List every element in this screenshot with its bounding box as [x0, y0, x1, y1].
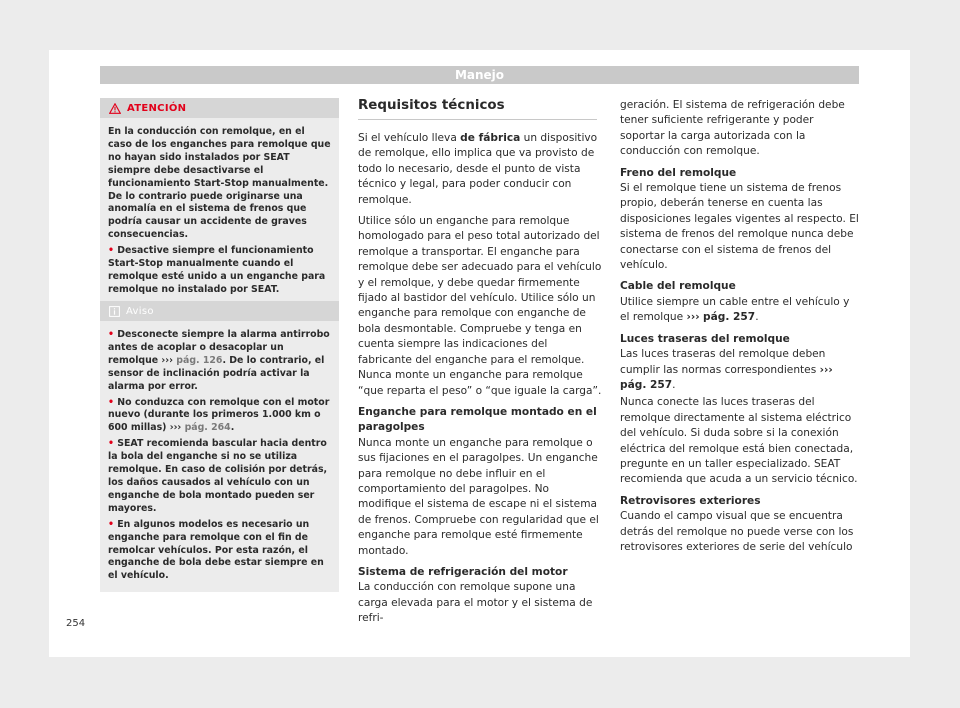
warning-box: [100, 98, 339, 309]
warning-triangle-icon: [109, 103, 121, 114]
arrow-ref-icon: ›››: [169, 422, 182, 434]
notice-item-4: [108, 519, 331, 584]
page-ref-link[interactable]: pág. 126: [176, 354, 223, 366]
paragraph-1-start: Si el vehículo lleva: [358, 132, 461, 144]
bullet-dot: •: [108, 329, 114, 340]
right-column: [620, 98, 860, 561]
subheading-lights: Luces traseras del remolque: [620, 332, 790, 345]
page-ref-link[interactable]: pág. 257: [620, 378, 673, 391]
notice-item-2: [108, 397, 331, 436]
page-header: [100, 66, 859, 84]
page-ref-link[interactable]: pág. 264: [184, 422, 231, 434]
paragraph-4: La conducción con remolque supone una carga elevada para el motor y el sistema de refri-: [358, 581, 593, 625]
notice-box-body: [100, 321, 339, 592]
paragraph-1-end: un dispositivo de remolque, ello implica que va provisto de todo lo necesario, desde el punto de vista técnico y legal, para poder conducir con remolque.: [358, 132, 598, 206]
notice-box: [100, 301, 339, 592]
bullet-dot: •: [108, 245, 114, 257]
notice-box-header: [100, 301, 339, 321]
warning-box-title: ATENCIÓN: [127, 102, 187, 114]
paragraph-8: Nunca conecte las luces traseras del remolque directamente al sistema eléctrico del vehículo. Si duda sobre si la conexión eléctrica del remolque está bien conectada, pregunte en un taller especializado. SEAT recomienda que acuda a un servicio técnico.: [620, 396, 858, 486]
middle-column-text: [358, 131, 602, 627]
right-column-text: [620, 98, 860, 555]
arrow-ref-icon: ›››: [819, 363, 833, 376]
subheading-brake: Freno del remolque: [620, 166, 737, 179]
notice-item-1-text-end: . De lo contrario, el sensor de inclinación podría activar la alarma por error.: [108, 354, 325, 392]
subheading-bumper: Enganche para remolque montado en el paragolpes: [358, 405, 597, 434]
paragraph-7-text: Las luces traseras del remolque deben cumplir las normas correspondientes: [620, 348, 826, 376]
notice-item-4-text: En algunos modelos es necesario un enganche para remolque con el fin de remolcar vehículos. Por esta razón, el enganche de bola debe estar siempre en el vehículo.: [108, 518, 324, 582]
paragraph-6: Utilice siempre un cable entre el vehículo y el remolque ››› pág. 257.: [620, 295, 850, 324]
page-number: 254: [66, 618, 86, 629]
paragraph-1-bold: de fábrica: [460, 132, 521, 144]
paragraph-3: Nunca monte un enganche para remolque o sus fijaciones en el paragolpes. Un enganche para remolque no debe influir en el comportamiento del paragolpes. No modifique el sistema de escape ni el sistema de frenos. Compruebe con regularidad que el enganche para remolque esté firmemente montado.: [358, 436, 599, 557]
paragraph-7: Las luces traseras del remolque deben cumplir las normas correspondientes ››› pág. 257.: [620, 348, 833, 391]
warning-box-body: [100, 118, 339, 309]
arrow-ref-icon: ›››: [686, 311, 700, 324]
subheading-cooling: Sistema de refrigeración del motor: [358, 565, 568, 578]
info-icon: [109, 306, 120, 317]
warning-text-2: Desactive siempre el funcionamiento Start-Stop manualmente cuando el remolque esté unido a un enganche para remolque no instalado por SEAT.: [108, 245, 326, 295]
subheading-mirrors: Retrovisores exteriores: [620, 494, 761, 507]
notice-item-3: [108, 438, 331, 515]
bullet-dot: •: [108, 518, 114, 530]
page-header-title: Manejo: [454, 68, 505, 82]
notice-item-1-text: Desconecte siempre la alarma antirrobo antes de acoplar o desacoplar un remolque: [108, 329, 330, 366]
subheading-cable: Cable del remolque: [620, 280, 736, 293]
notice-item-2-text: No conduzca con remolque con el motor nuevo (durante los primeros 1.000 km o 600 millas): [108, 396, 330, 434]
notice-item-1: [108, 329, 331, 394]
paragraph-4-continued: geración. El sistema de refrigeración debe tener suficiente refrigerante y poder soportar la carga autorizada con la conducción con remolque.: [620, 99, 845, 158]
arrow-ref-icon: ›››: [161, 354, 174, 366]
paragraph-5: Si el remolque tiene un sistema de frenos propio, deberán tenerse en cuenta las disposiciones legales vigentes al respecto. El sistema de frenos del remolque nunca debe conectarse con el sistema de frenos del vehículo.: [620, 182, 859, 272]
paragraph-1: [358, 131, 602, 208]
notice-item-3-text: SEAT recomienda bascular hacia dentro la bola del enganche si no se utiliza remolque. En caso de colisión por detrás, los daños causados al vehículo con un enganche de bola montado pueden ser mayores.: [108, 438, 328, 514]
page-ref-link[interactable]: pág. 257: [703, 311, 756, 324]
warning-bullet: [108, 245, 331, 297]
paragraph-9: Cuando el campo visual que se encuentra detrás del remolque no puede verse con los retrovisores exteriores de serie del vehículo: [620, 510, 854, 553]
notice-item-2-text-end: .: [230, 422, 235, 434]
bullet-dot: •: [108, 396, 114, 408]
bullet-dot: •: [108, 438, 114, 450]
paragraph-2: Utilice sólo un enganche para remolque homologado para el peso total autorizado del remolque a transportar. El enganche para remolque debe ser adecuado para el vehículo y el remolque, y debe quedar firmemente fijado al bastidor del vehículo. Utilice sólo un enganche para remolque con enganche de bola desmontable. Compruebe y tenga en cuenta siempre las indicaciones del fabricante del enganche para el remolque. Nunca monte un enganche para remolque “que reparta el peso” o “que iguale la carga”.: [358, 215, 602, 397]
warning-text-1: En la conducción con remolque, en el caso de los enganches para remolque que no hayan sido instalados por SEAT siempre debe desactivarse el funcionamiento Start-Stop manualmente. De lo contrario puede originarse una anomalía en el sistema de frenos que podría causar un accidente de graves consecuencias.: [108, 126, 331, 241]
warning-box-header: [100, 98, 339, 118]
section-title: Requisitos técnicos: [358, 98, 597, 120]
paragraph-6-text: Utilice siempre un cable entre el vehículo y el remolque: [620, 295, 850, 324]
middle-column: [358, 98, 602, 633]
notice-box-title: Aviso: [126, 305, 154, 317]
